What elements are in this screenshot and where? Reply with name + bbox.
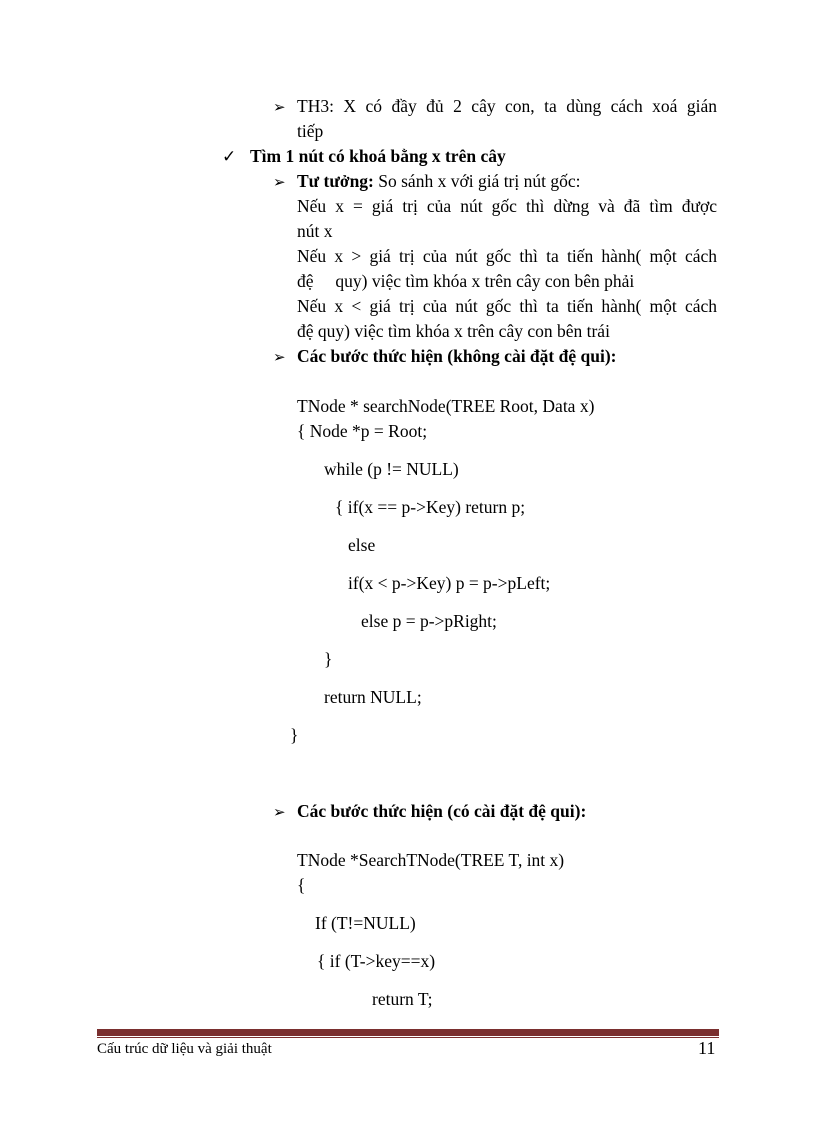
idea-line: nút x — [297, 221, 333, 241]
arrow-bullet-icon: ➢ — [273, 348, 286, 366]
section-title: Tìm 1 nút có khoá bằng x trên cây — [250, 146, 506, 166]
steps-nonrecursive-heading: Các bước thức hiện (không cài đặt đệ qui): — [297, 346, 617, 366]
checkmark-icon: ✓ — [222, 147, 237, 167]
footer-title: Cấu trúc dữ liệu và giải thuật — [97, 1041, 272, 1057]
arrow-bullet-icon: ➢ — [273, 803, 286, 821]
code-line: if(x < p->Key) p = p->pLeft; — [348, 573, 551, 593]
footer-rule-thin — [97, 1037, 719, 1038]
code-line: while (p != NULL) — [324, 459, 459, 479]
code-line: { Node *p = Root; — [297, 421, 428, 441]
code-line: else — [348, 535, 376, 555]
page-number: 11 — [698, 1038, 716, 1058]
arrow-bullet-icon: ➢ — [273, 173, 286, 191]
code-line: else p = p->pRight; — [361, 611, 497, 631]
th3-line-2: tiếp — [297, 121, 324, 141]
code-line: { if(x == p->Key) return p; — [335, 497, 526, 517]
steps-recursive-heading: Các bước thức hiện (có cài đặt đệ qui): — [297, 801, 587, 821]
footer-rule — [97, 1029, 719, 1036]
code-line: { if (T->key==x) — [317, 951, 436, 971]
code-line: } — [290, 725, 299, 745]
code-line: TNode *SearchTNode(TREE T, int x) — [297, 850, 565, 870]
code-line: } — [324, 649, 333, 669]
idea-line: Nếu x < giá trị của nút gốc thì ta tiến hành( một cách — [297, 296, 717, 316]
idea-line: đệ quy) việc tìm khóa x trên cây con bên phải — [297, 271, 635, 291]
code-line: { — [297, 875, 306, 895]
code-line: TNode * searchNode(TREE Root, Data x) — [297, 396, 595, 416]
idea-heading: Tư tưởng: So sánh x với giá trị nút gốc: — [297, 171, 581, 191]
arrow-bullet-icon: ➢ — [273, 98, 286, 116]
idea-line: Nếu x > giá trị của nút gốc thì ta tiến hành( một cách — [297, 246, 717, 266]
idea-line: đệ quy) việc tìm khóa x trên cây con bên trái — [297, 321, 610, 341]
th3-line-1: TH3: X có đầy đủ 2 cây con, ta dùng cách xoá gián — [297, 96, 717, 116]
code-line: return T; — [372, 989, 433, 1009]
code-line: If (T!=NULL) — [315, 913, 416, 933]
code-line: return NULL; — [324, 687, 422, 707]
idea-line: Nếu x = giá trị của nút gốc thì dừng và đã tìm được — [297, 196, 717, 216]
